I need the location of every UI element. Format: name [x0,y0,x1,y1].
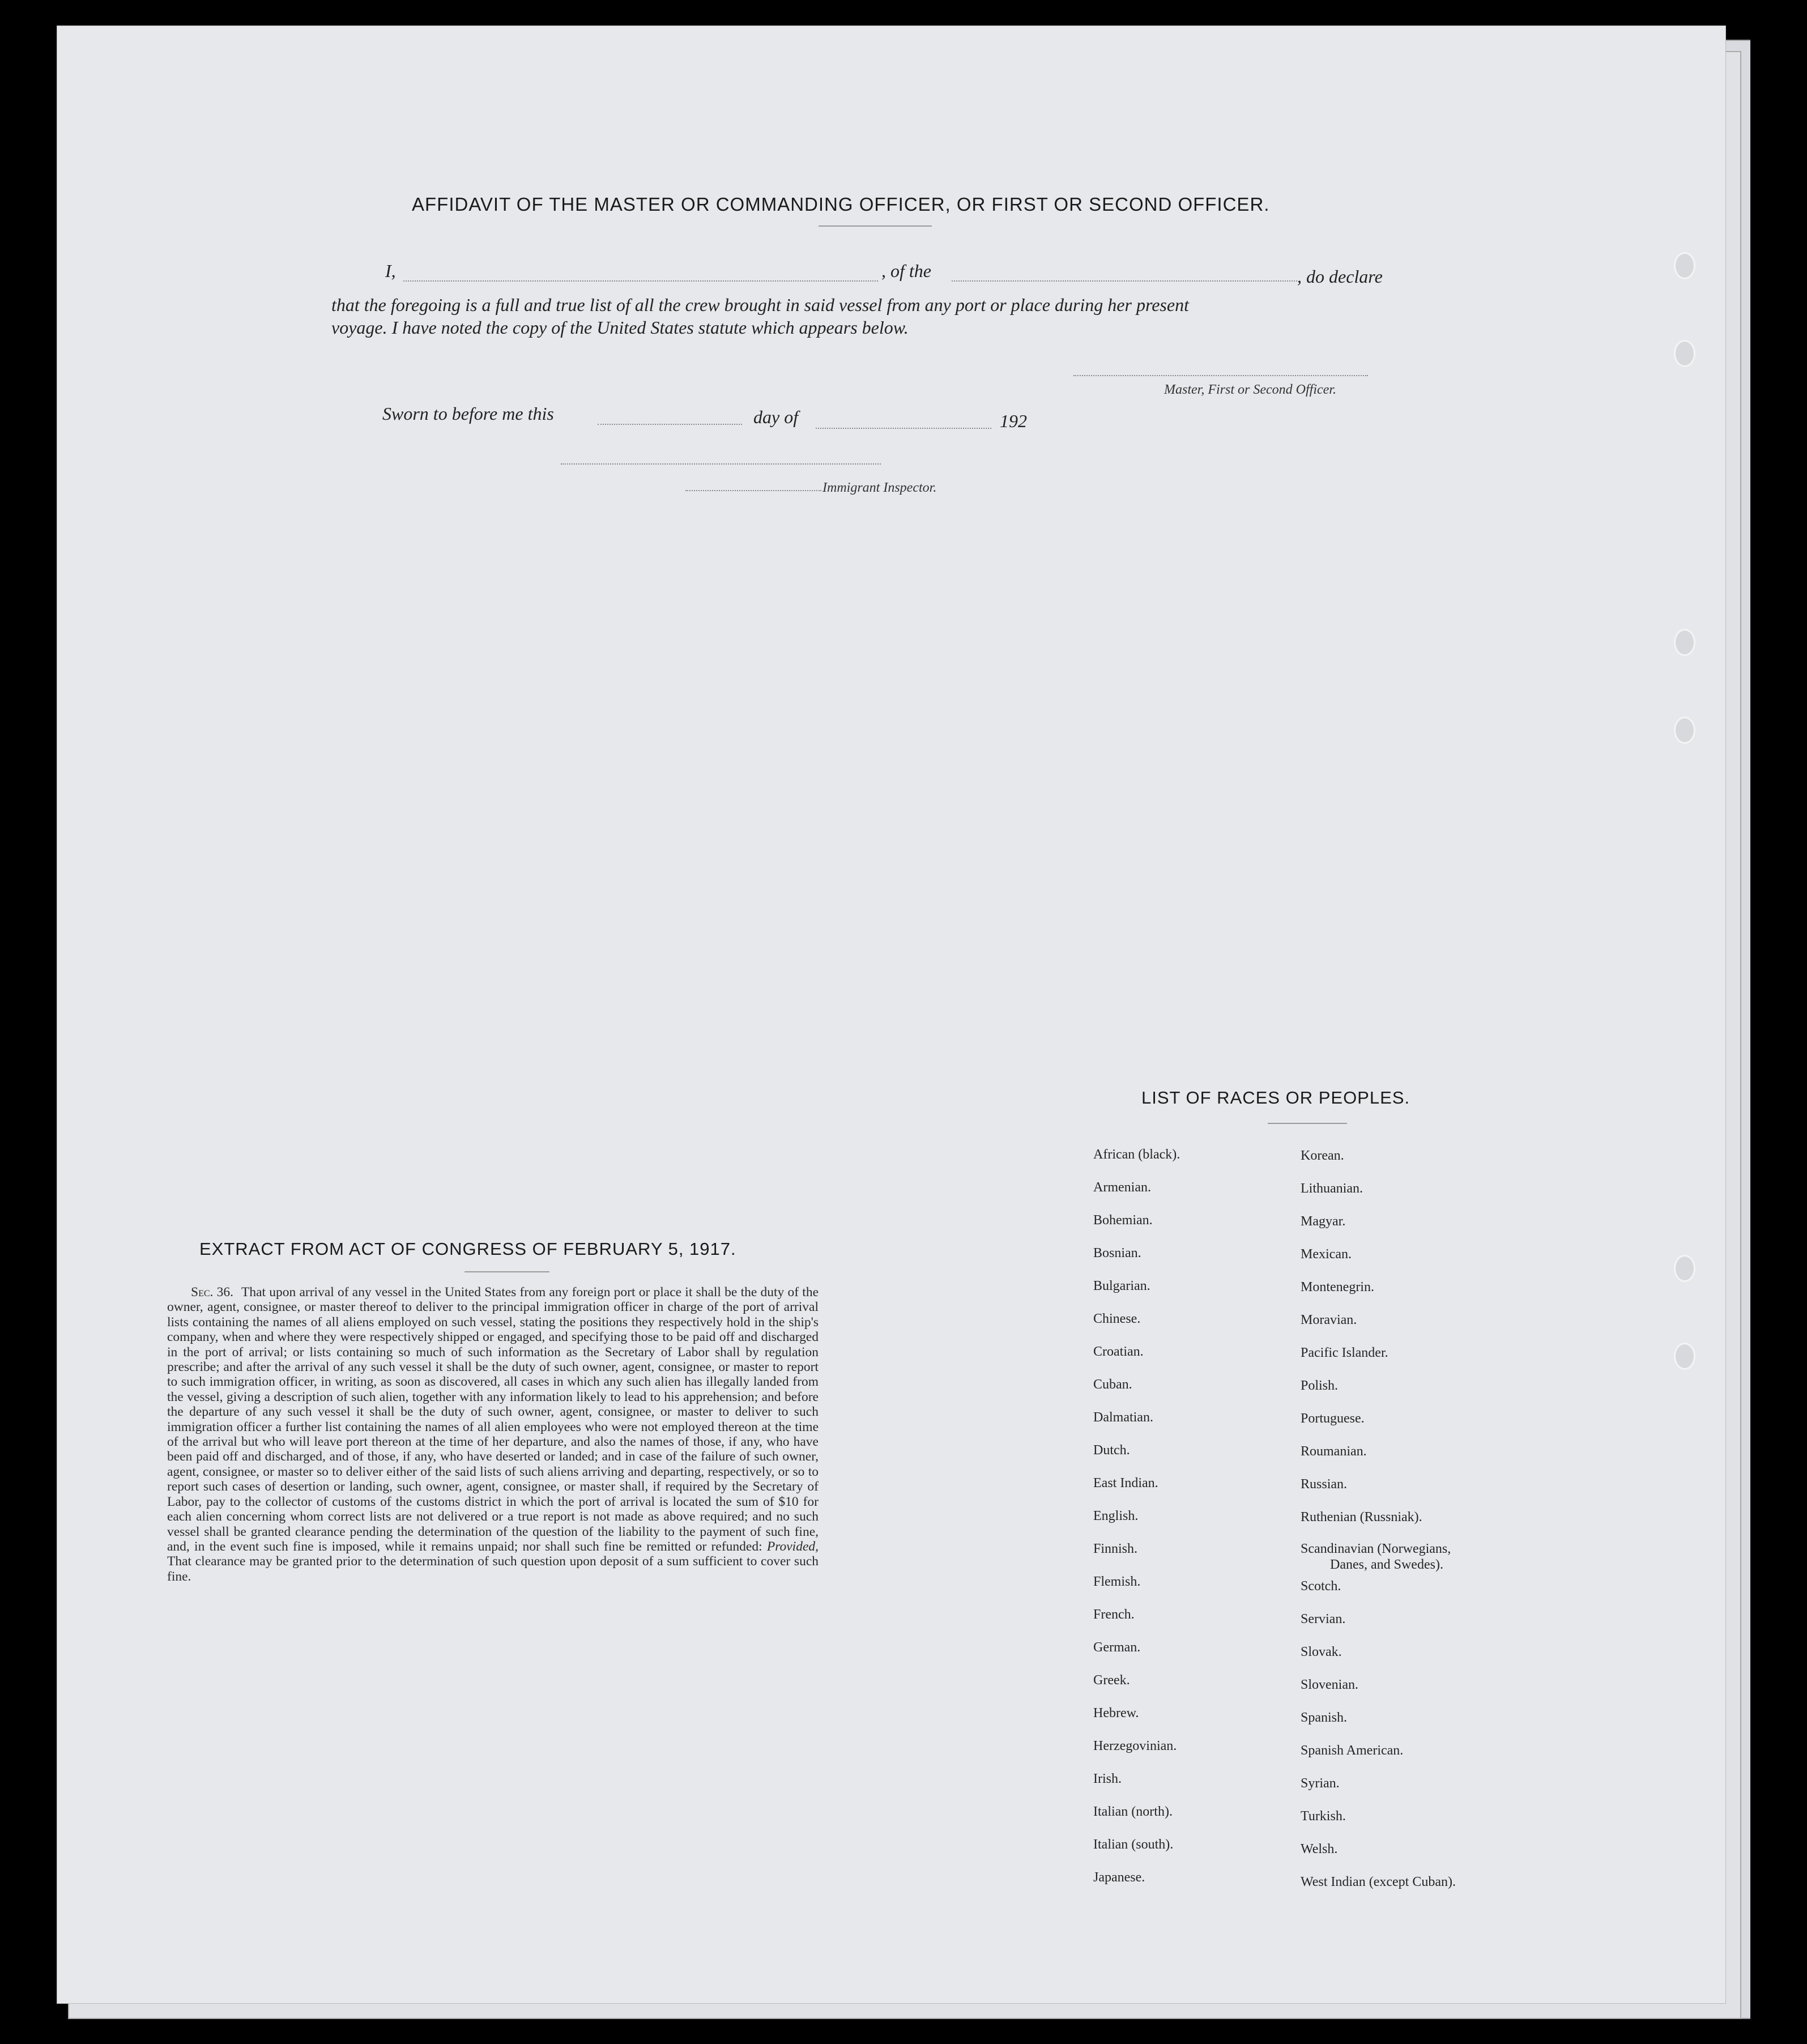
extract-proviso-word: Provided, [766,1539,819,1554]
race-item: Irish. [1093,1772,1122,1786]
race-item: Lithuanian. [1301,1181,1363,1196]
race-item: Croatian. [1093,1344,1144,1359]
race-item: English. [1093,1509,1139,1523]
vessel-name-blank [952,280,1297,282]
declarant-label: I, [385,261,396,281]
title-divider [819,225,932,227]
race-item: Turkish. [1301,1809,1346,1824]
punch-hole [1674,340,1695,367]
race-item: Russian. [1301,1477,1348,1492]
race-item: Flemish. [1093,1574,1141,1589]
race-item: Hebrew. [1093,1706,1139,1721]
section-label: Sec. 36. [191,1285,233,1300]
race-item: Armenian. [1093,1180,1151,1195]
race-item: Magyar. [1301,1214,1346,1229]
race-item: African (black). [1093,1147,1180,1162]
inspector-signature-blank [561,463,881,465]
race-item: Cuban. [1093,1377,1132,1392]
race-item: Scandinavian (Norwegians, [1301,1541,1451,1556]
race-item: Korean. [1301,1148,1344,1163]
sworn-label: Sworn to before me this [382,403,554,424]
do-declare-label: , do declare [1297,266,1383,287]
race-item: Montenegrin. [1301,1280,1374,1294]
race-item: Herzegovinian. [1093,1739,1177,1753]
sworn-year-label: 192 [1000,411,1027,431]
inspector-signature-blank [685,490,821,491]
race-item: Portuguese. [1301,1411,1365,1426]
race-item: Polish. [1301,1378,1339,1393]
races-title-divider [1268,1123,1347,1124]
race-item: Greek. [1093,1673,1130,1688]
extract-body [167,1285,819,1584]
extract-title: EXTRACT FROM ACT OF CONGRESS OF FEBRUARY 5, 1917. [199,1239,736,1259]
declarant-name-blank [403,280,878,282]
race-item: Spanish American. [1301,1743,1404,1758]
race-item: German. [1093,1640,1141,1655]
race-item: Danes, and Swedes). [1330,1557,1443,1572]
race-item: West Indian (except Cuban). [1301,1875,1456,1889]
extract-text-end: That clearance may be granted prior to the determination of such question upon deposit of a sum sufficient to cover such fine. [167,1554,819,1584]
punch-hole [1674,629,1695,656]
extract-title-divider [464,1271,549,1272]
sworn-month-blank [816,428,991,429]
punch-hole [1674,252,1695,279]
of-the-label: , of the [881,261,931,281]
race-item: Bulgarian. [1093,1279,1150,1293]
race-item: Japanese. [1093,1870,1145,1885]
race-item: Welsh. [1301,1842,1338,1856]
race-item: Finnish. [1093,1541,1138,1556]
officer-signature-label: Master, First or Second Officer. [1164,382,1336,397]
race-item: Moravian. [1301,1313,1357,1327]
race-item: Bosnian. [1093,1246,1141,1261]
race-item: East Indian. [1093,1476,1158,1491]
race-item: Roumanian. [1301,1444,1367,1459]
race-item: Italian (south). [1093,1837,1174,1852]
race-item: Ruthenian (Russniak). [1301,1510,1422,1525]
officer-signature-blank [1073,375,1368,376]
race-item: Servian. [1301,1612,1346,1626]
scan-border [1750,34,1807,2044]
sworn-day-label: day of [753,407,799,427]
affidavit-statement-line: that the foregoing is a full and true list of all the crew brought in said vessel from any port or place during her present [331,295,1189,315]
race-item: Dutch. [1093,1443,1130,1458]
race-item: Slovak. [1301,1645,1342,1659]
race-item: Italian (north). [1093,1804,1173,1819]
affidavit-statement-line: voyage. I have noted the copy of the United States statute which appears below. [331,317,909,338]
race-item: French. [1093,1607,1135,1622]
race-item: Scotch. [1301,1579,1341,1594]
race-item: Mexican. [1301,1247,1352,1262]
punch-hole [1674,1343,1695,1370]
race-item: Dalmatian. [1093,1410,1153,1425]
race-item: Chinese. [1093,1311,1141,1326]
race-item: Syrian. [1301,1776,1340,1791]
races-title: LIST OF RACES OR PEOPLES. [1141,1088,1410,1108]
race-item: Pacific Islander. [1301,1345,1388,1360]
inspector-label: Immigrant Inspector. [822,480,937,495]
extract-text: That upon arrival of any vessel in the United States from any foreign port or place it shall be the duty of the owner, agent, consignee, or master thereof to deliver to the principal immigration officer in charge of the port of arrival lists containing the names of all aliens employed on such vessel, stating the positions they respectively hold in the ship's company, when and where they were respectively shipped or engaged, and specifying those to be paid off and discharged in the port of arrival; or lists containing so much of such information as the Secretary of Labor shall by regulation prescribe; and after the arrival of any such vessel it shall be the duty of such owner, agent, consignee, or master to report to such immigration officer, in writing, as soon as discovered, all cases in which any such alien has illegally landed from the vessel, giving a description of such alien, together with any information likely to lead to his apprehension; and before the departure of any such vessel it shall be the duty of such owner, agent, consignee, or master to deliver to such immigration officer a further list containing the names of all alien employees who were not employed thereon at the time of the arrival but who will leave port thereon at the time of her departure, and also the names of those, if any, who have been paid off and discharged, and of those, if any, who have deserted or landed; and in case of the failure of such owner, agent, consignee, or master so to deliver either of the said lists of such aliens arriving and departing, respectively, or so to report such cases of desertion or landing, such owner, agent, consignee, or master shall, if required by the Secretary of Labor, pay to the collector of customs of the customs district in which the port of arrival is located the sum of $10 for each alien concerning whom correct lists are not delivered or a true report is not made as above required; and no such vessel shall be granted clearance pending the determination of the question of the liability to the payment of such fine, and, in the event such fine is imposed, while it remains unpaid; nor shall such fine be remitted or refunded: [167,1285,819,1554]
race-item: Slovenian. [1301,1677,1358,1692]
sworn-day-blank [598,424,742,425]
race-item: Spanish. [1301,1710,1348,1725]
affidavit-title: AFFIDAVIT OF THE MASTER OR COMMANDING OFFICER, OR FIRST OR SECOND OFFICER. [412,194,1270,215]
punch-hole [1674,717,1695,744]
race-item: Bohemian. [1093,1213,1153,1228]
punch-hole [1674,1255,1695,1282]
